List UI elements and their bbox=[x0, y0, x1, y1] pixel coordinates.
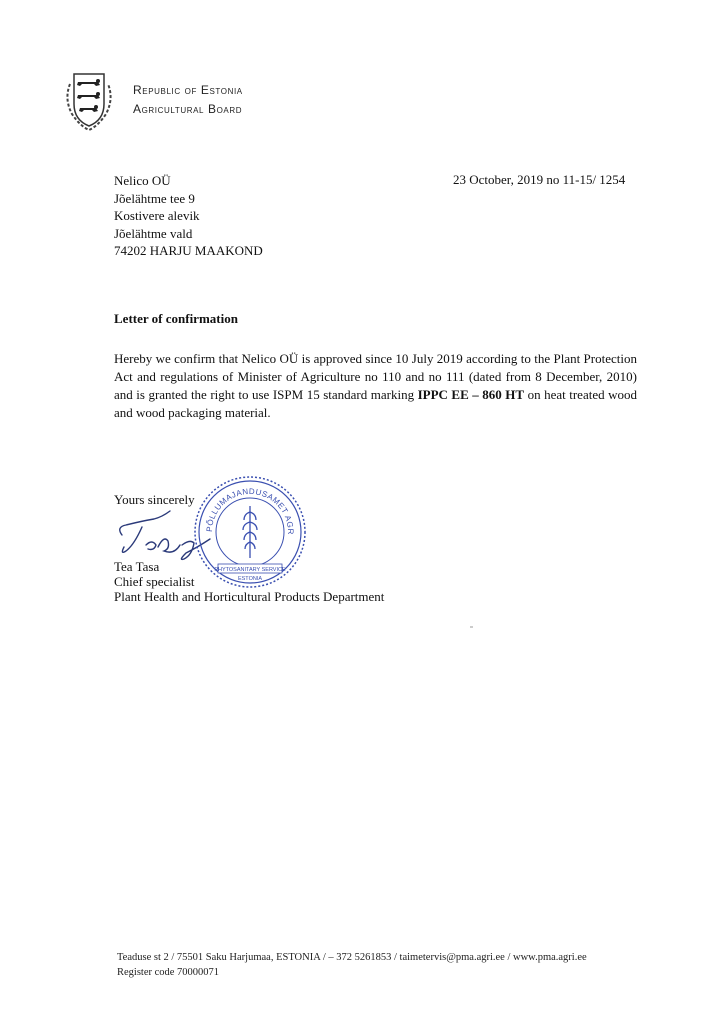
recipient-parish: Jõelähtme vald bbox=[114, 225, 193, 241]
footer bbox=[117, 950, 587, 980]
stamp-bottom-text: ESTONIA bbox=[237, 576, 263, 582]
organization-name bbox=[133, 81, 243, 119]
scan-speck bbox=[470, 626, 473, 628]
marking-code: IPPC EE – 860 HT bbox=[417, 387, 525, 402]
signer-department: Plant Health and Horticultural Products Department bbox=[114, 589, 385, 604]
letter-body bbox=[114, 350, 637, 422]
recipient-village: Kostivere alevik bbox=[114, 208, 200, 223]
recipient-street: Jõelähtme tee 9 bbox=[114, 190, 195, 206]
closing-text: Yours sincerely bbox=[114, 492, 195, 507]
body-end: on heat treated wood and wood packaging material. bbox=[114, 387, 637, 420]
footer-contact: Teaduse st 2 / 75501 Saku Harjumaa, ESTONIA / – 372 5261853 / taimetervis@pma.agri.ee / www.pma.agri.ee bbox=[117, 952, 587, 963]
signer-name: Tea Tasa bbox=[114, 559, 160, 574]
signer-title: Chief specialist bbox=[114, 574, 195, 589]
recipient-name: Nelico OÜ bbox=[114, 173, 171, 188]
footer-register-code: Register code 70000071 bbox=[117, 967, 220, 978]
letter-title: Letter of confirmation bbox=[114, 311, 238, 326]
recipient-address bbox=[114, 172, 263, 260]
coat-of-arms-logo bbox=[60, 64, 118, 134]
date-reference: 23 October, 2019 no 11-15/ 1254 bbox=[453, 172, 626, 187]
body-text: Hereby we confirm that Nelico OÜ is approved since 10 July 2019 according to the Plant Protection Act and regulations of Minister of Agriculture no 110 and no 111 (dated from 8 December, 2010) and is granted the right to use ISPM 15 standard marking bbox=[114, 351, 637, 402]
stamp-inner-text: PHYTOSANITARY SERVICE bbox=[214, 567, 286, 573]
stamp-outer-text: PÕLLUMAJANDUSAMET AGR bbox=[204, 486, 296, 535]
org-line-2: Agricultural Board bbox=[133, 102, 243, 116]
recipient-postal: 74202 HARJU MAAKOND bbox=[114, 243, 263, 258]
official-stamp bbox=[192, 474, 308, 590]
org-line-1: Republic of Estonia bbox=[133, 83, 243, 97]
